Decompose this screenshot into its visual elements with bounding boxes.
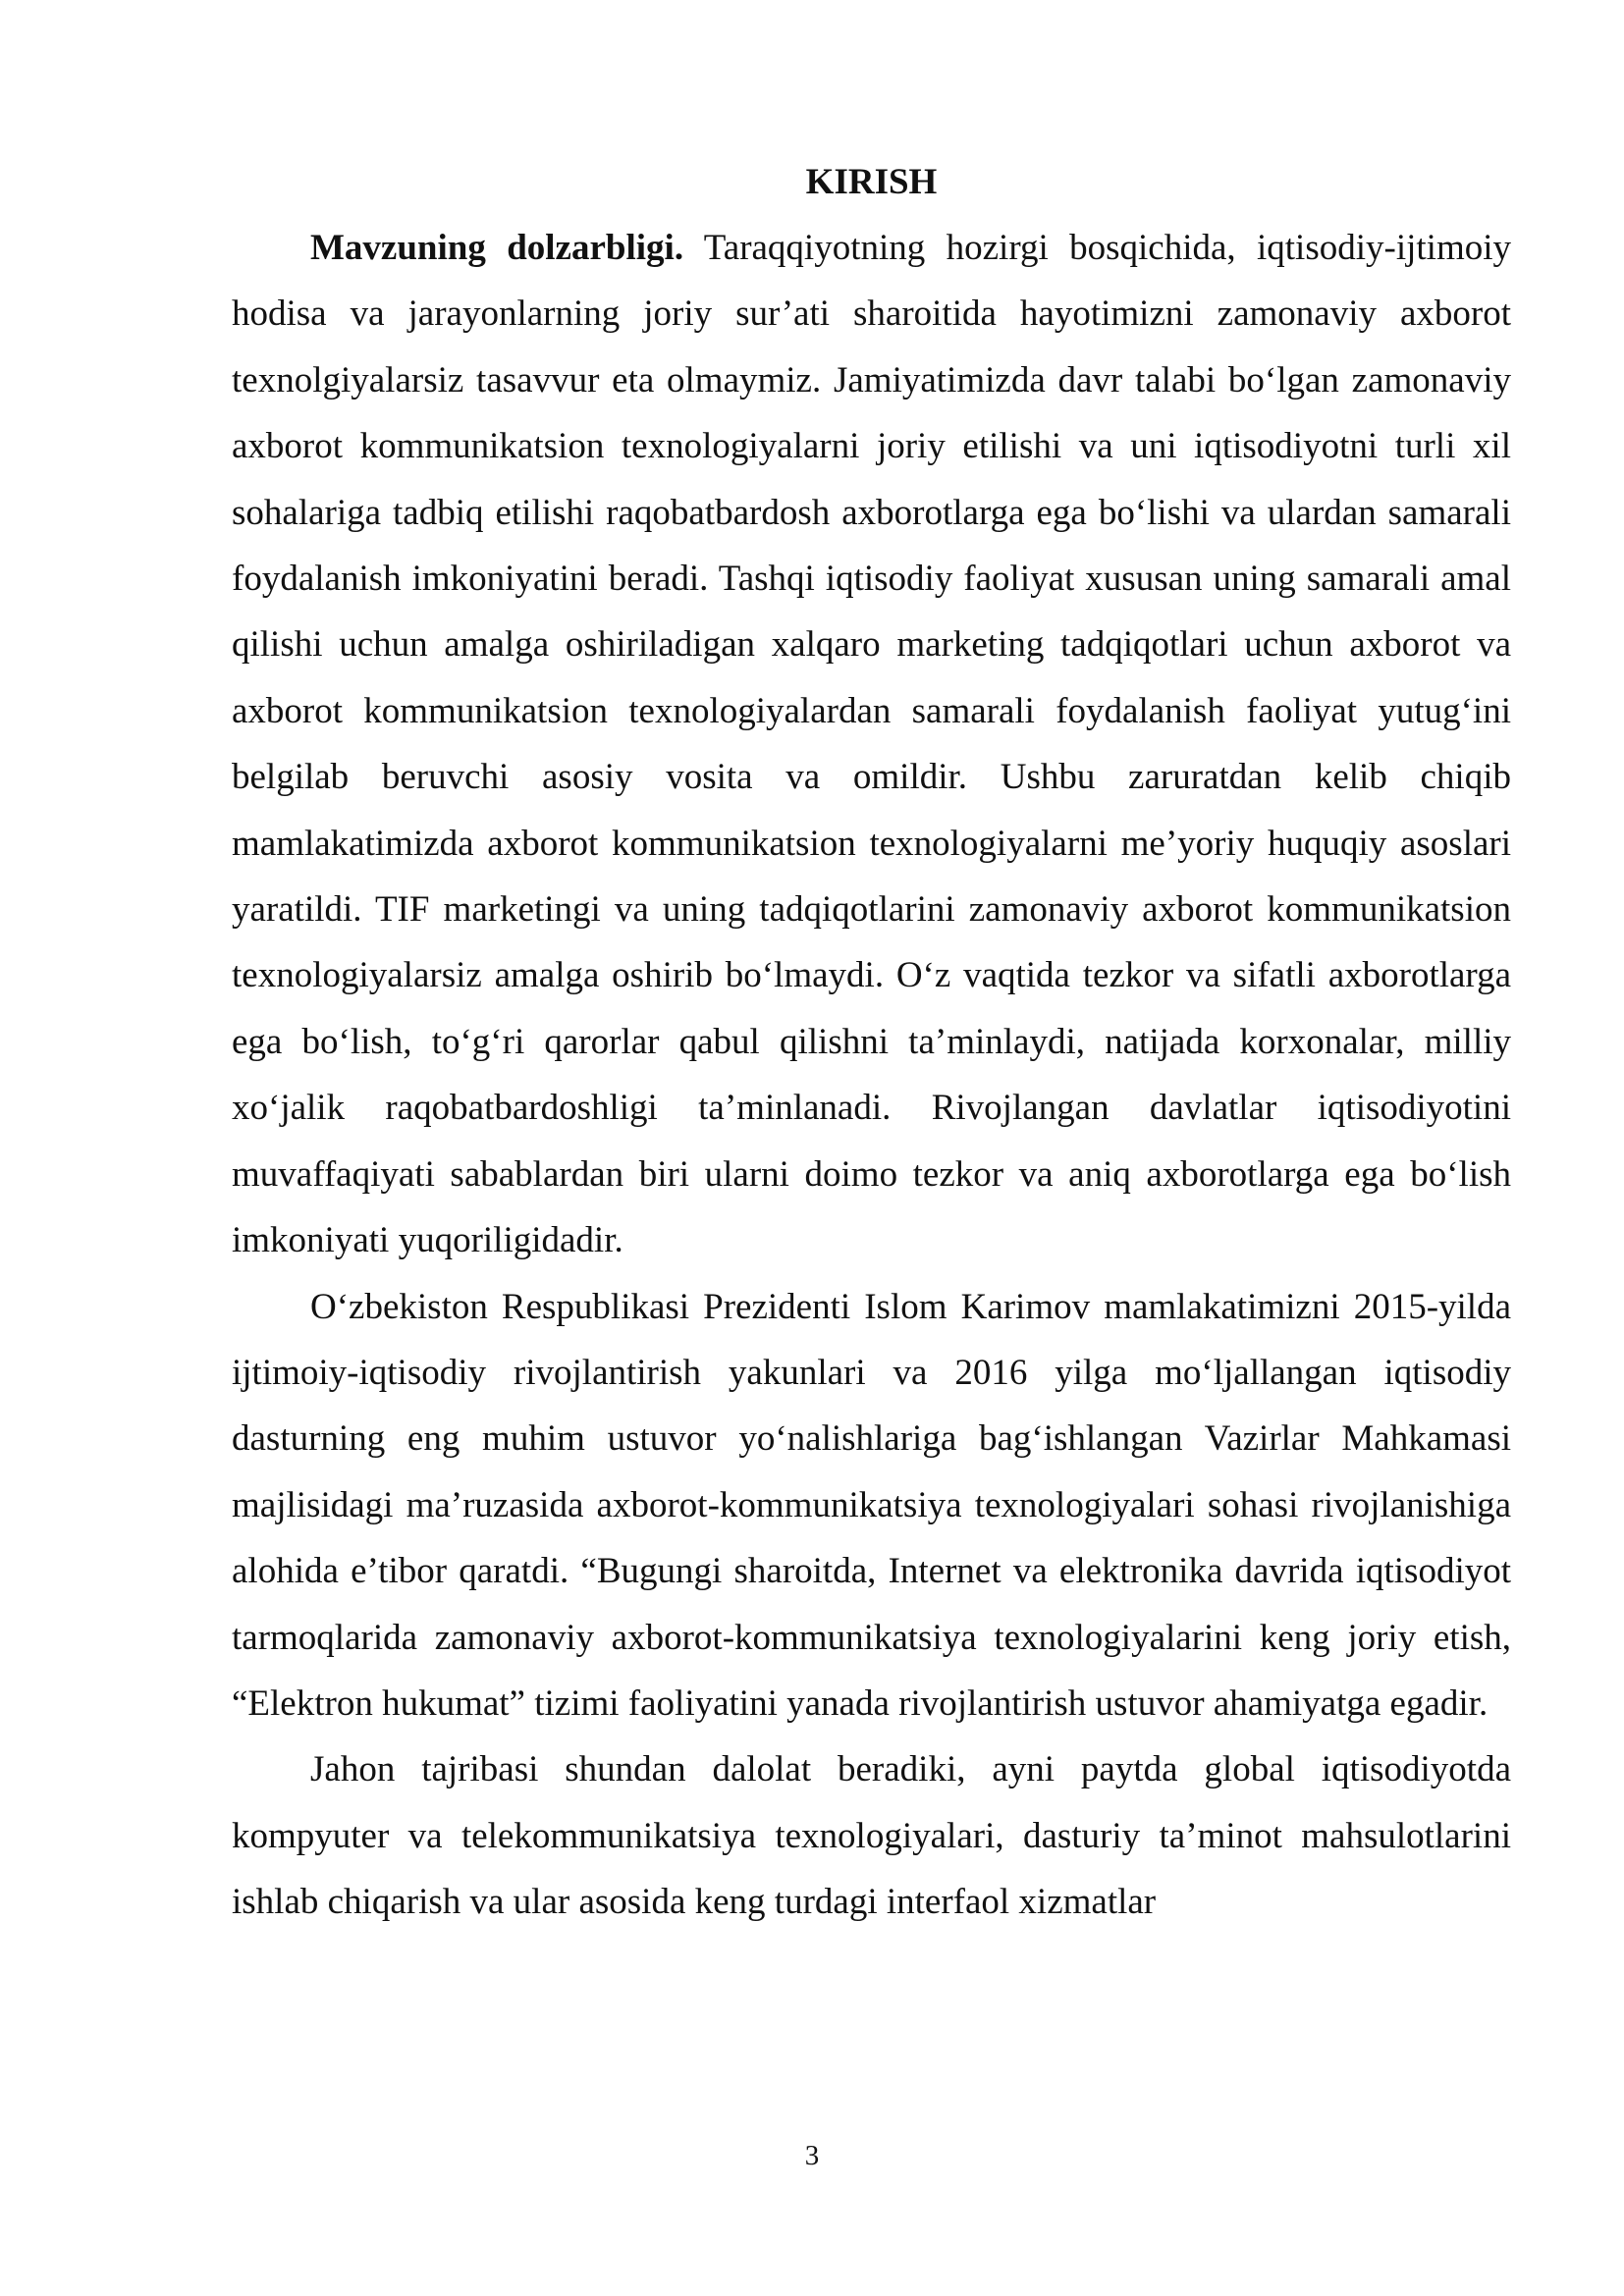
section-heading: KIRISH: [805, 162, 938, 202]
paragraph-text: Taraqqiyotning hozirgi bosqichida, iqtisodiy-ijtimoiy hodisa va jarayonlarning joriy sur’ati sharoitida hayotimizni zamonaviy axborot texnolgiyalarsiz tasavvur eta olmaymiz. Jamiyatimizda davr talabi bo‘lgan zamonaviy axborot kommunikatsion texnologiyalarni joriy etilishi va uni iqtisodiyotni turli xil sohalariga tadbiq etilishi raqobatbardosh axborotlarga ega bo‘lishi va ulardan samarali foydalanish imkoniyatini beradi. Tashqi iqtisodiy faoliyat xususan uning samarali amal qilishi uchun amalga oshiriladigan xalqaro marketing tadqiqotlari uchun axborot va axborot kommunikatsion texnologiyalardan samarali foydalanish faoliyat yutug‘ini belgilab beruvchi asosiy vosita va omildir. Ushbu zaruratdan kelib chiqib mamlakatimizda axborot kommunikatsion texnologiyalarni me’yoriy huquqiy asoslari yaratildi. TIF marketingi va uning tadqiqotlarini zamonaviy axborot kommunikatsion texnologiyalarsiz amalga oshirib bo‘lmaydi. O‘z vaqtida tezkor va sifatli axborotlarga ega bo‘lish, to‘g‘ri qarorlar qabul qilishni ta’minlaydi, natijada korxonalar, milliy xo‘jalik raqobatbardoshligi ta’minlanadi. Rivojlangan davlatlar iqtisodiyotini muvaffaqiyati sabablardan biri ularni doimo tezkor va aniq axborotlarga ega bo‘lish imkoniyati yuqoriligidadir.: [232, 228, 1512, 1261]
paragraph-text: O‘zbekiston Respublikasi Prezidenti Islom Karimov mamlakatimizni 2015-yilda ijtimoiy-iqtisodiy rivojlantirish yakunlari va 2016 yilga mo‘ljallangan iqtisodiy dasturning eng muhim ustuvor yo‘nalishlariga bag‘ishlangan Vazirlar Mahkamasi majlisidagi ma’ruzasida axborot-kommunikatsiya texnologiyalari sohasi rivojlanishiga alohida e’tibor qaratdi. “Bugungi sharoitda, Internet va elektronika davrida iqtisodiyot tarmoqlarida zamonaviy axborot-kommunikatsiya texnologiyalarini keng joriy etish, “Elektron hukumat” tizimi faoliyatini yanada rivojlantirish ustuvor ahamiyatga egadir.: [232, 1286, 1511, 1724]
page-number: 3: [804, 2140, 820, 2171]
paragraph-relevance: [232, 215, 1511, 1274]
paragraph-world-experience: [232, 1736, 1511, 1935]
paragraph-lead: Mavzuning dolzarbligi.: [310, 228, 684, 268]
page-content: [232, 149, 1511, 1936]
paragraph-text: Jahon tajribasi shundan dalolat beradiki, ayni paytda global iqtisodiyotda kompyuter va telekommunikatsiya texnologiyalari, dasturiy ta’minot mahsulotlarini ishlab chiqarish va ular asosida keng turdagi interfaol xizmatlar: [232, 1749, 1511, 1923]
paragraph-president: [232, 1274, 1511, 1737]
